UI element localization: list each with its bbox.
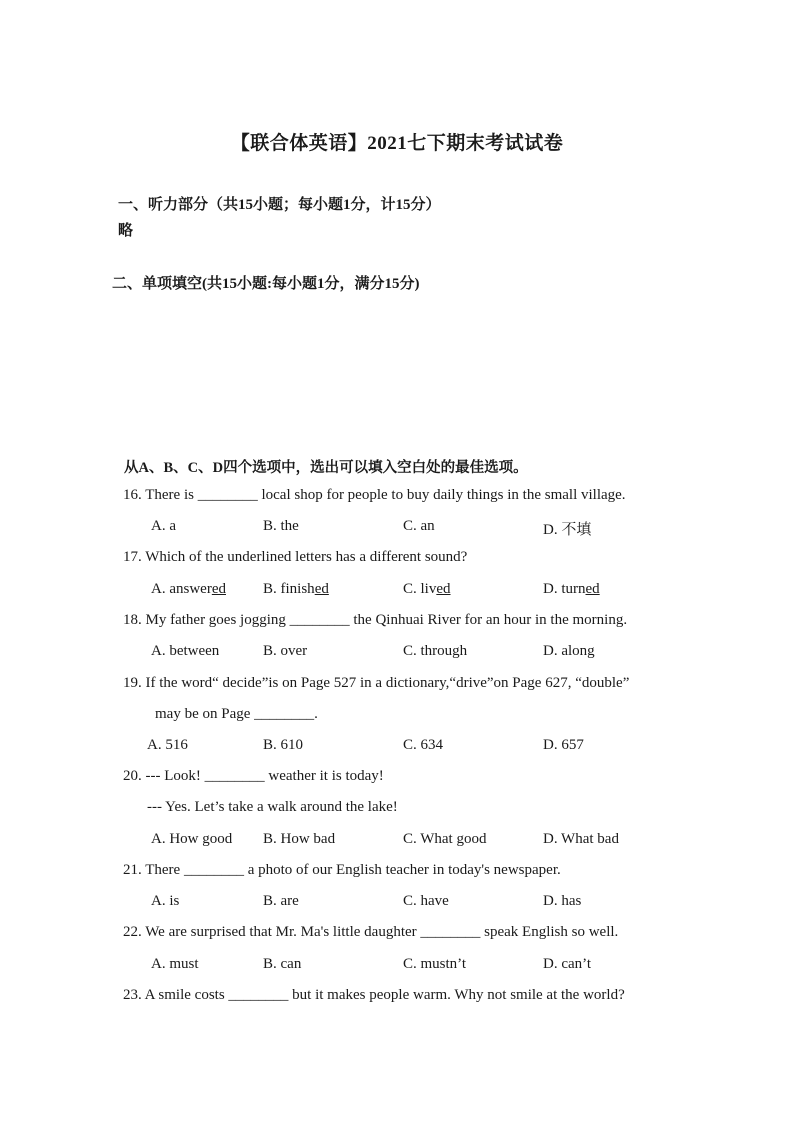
section-2-heading: 二、单项填空(共15小题:每小题1分，满分15分) [112,276,420,292]
option-c: C. mustn’t [403,956,467,972]
option-c [403,581,451,598]
option-a: A. a [151,518,176,534]
option-c-underlined: ed [436,581,451,597]
option-a: A. 516 [147,737,188,753]
question-22: 22. We are surprised that Mr. Ma's little daughter ________ speak English so well. [123,924,619,940]
option-a: A. must [151,956,199,972]
question-19: 19. If the word“ decide”is on Page 527 in a dictionary,“drive”on Page 627, “double” [123,675,630,691]
option-c: C. have [403,893,449,909]
option-c-stem: C. liv [403,581,437,597]
option-d: D. along [543,643,595,659]
question-17-options [0,581,794,601]
option-a-stem: A. answer [151,581,212,597]
option-b [263,581,329,598]
question-21: 21. There ________ a photo of our English teacher in today's newspaper. [123,862,561,878]
option-b-stem: B. finish [263,581,315,597]
option-b: B. 610 [263,737,304,753]
option-b: B. the [263,518,299,534]
option-b-underlined: ed [314,581,329,597]
option-a: A. is [151,893,180,909]
option-d-stem: D. turn [543,581,586,597]
option-d-underlined: ed [585,581,600,597]
question-23: 23. A smile costs ________ but it makes people warm. Why not smile at the world? [123,987,625,1003]
option-c: C. 634 [403,737,444,753]
question-18-options [0,643,794,663]
question-16-options [0,518,794,538]
option-b: B. can [263,956,302,972]
section-1-heading: 一、听力部分（共15小题；每小题1分，计15分） [118,197,441,213]
option-d: D. What bad [543,831,619,847]
question-20-reply: --- Yes. Let’s take a walk around the lake! [147,799,398,815]
option-d: D. 不填 [543,522,592,538]
option-c: C. What good [403,831,487,847]
section-1-note: 略 [118,223,134,239]
option-a: A. How good [151,831,233,847]
question-20: 20. --- Look! ________ weather it is today! [123,768,384,784]
question-19-options [0,737,794,757]
option-a-underlined: ed [211,581,226,597]
section-2-instruction: 从A、B、C、D四个选项中，选出可以填入空白处的最佳选项。 [124,460,528,476]
option-b: B. are [263,893,299,909]
option-d: D. has [543,893,582,909]
option-d: D. 657 [543,737,584,753]
question-16: 16. There is ________ local shop for people to buy daily things in the small village. [123,487,626,503]
option-d: D. can’t [543,956,592,972]
option-b: B. How bad [263,831,336,847]
option-b: B. over [263,643,308,659]
option-c: C. through [403,643,468,659]
option-c: C. an [403,518,435,534]
page-title: 【联合体英语】2021七下期末考试试卷 [230,133,564,154]
option-a: A. between [151,643,220,659]
option-a [151,581,226,598]
question-20-options [0,831,794,851]
question-19-continuation: may be on Page ________. [155,706,318,722]
question-18: 18. My father goes jogging ________ the Qinhuai River for an hour in the morning. [123,612,628,628]
question-21-options [0,893,794,913]
option-d [543,581,600,598]
question-22-options [0,956,794,976]
question-17: 17. Which of the underlined letters has a different sound? [123,549,468,565]
